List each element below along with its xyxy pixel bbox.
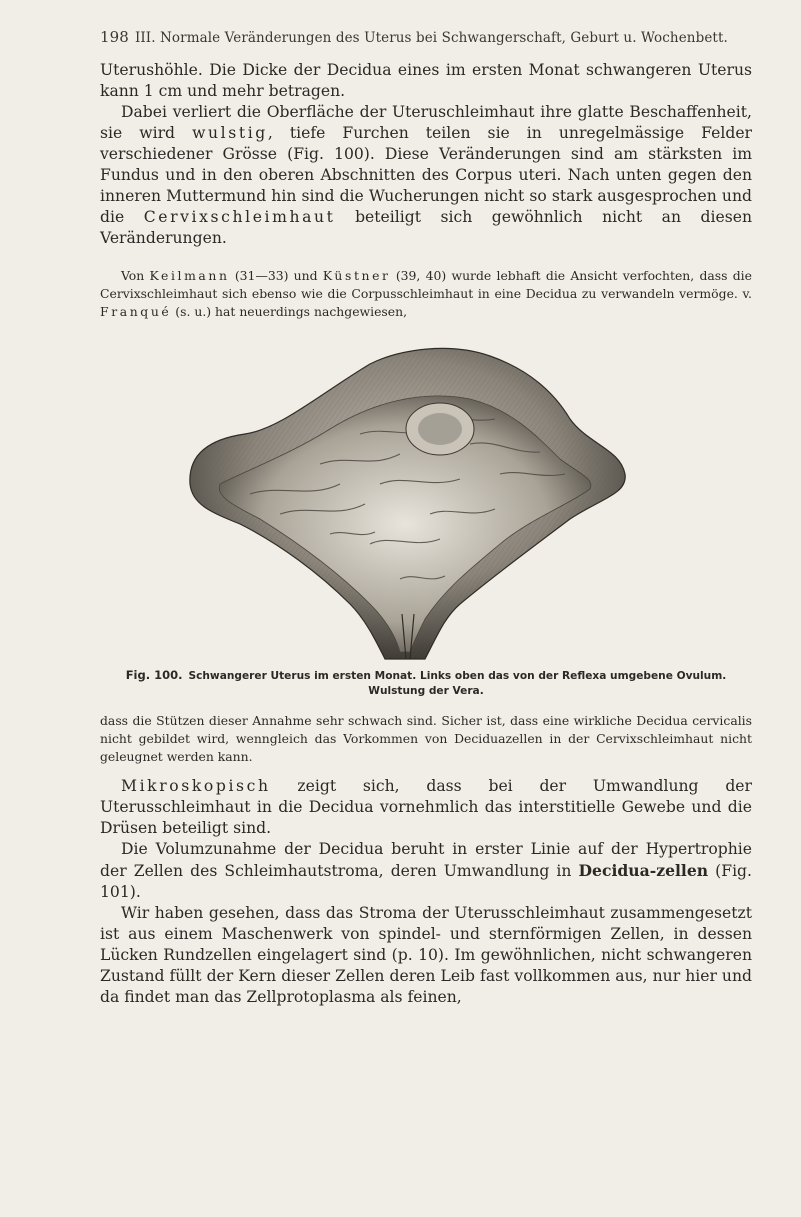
emph-wulstig: wulstig	[192, 124, 268, 142]
running-head-title: III. Normale Veränderungen des Uterus bei Schwangerschaft, Geburt u. Wochenbett.	[134, 30, 728, 46]
author-kuestner: Küstner	[322, 268, 391, 283]
emph-mikroskopisch: Mikroskopisch	[121, 777, 271, 795]
paragraph-4	[100, 839, 752, 903]
note-1-text	[100, 267, 752, 321]
emph-cervixschleimhaut: Cervixschleimhaut	[143, 208, 336, 226]
n1-g: (s. u.) hat neuerdings nachgewiesen,	[171, 304, 408, 319]
n1-a: Von	[121, 268, 150, 283]
uterus-illustration	[170, 334, 640, 664]
p4-a: Die Volumzunahme der Decidua beruht in erster Linie auf der Hypertrophie der Zellen des Schleimhautstroma, deren Umwandlung in	[100, 840, 752, 880]
p2-part-a: Dabei verliert die Oberfläche der Uteruschleimhaut ihre glatte Beschaffenheit, sie wird	[100, 103, 752, 142]
page-number: 198	[100, 28, 129, 46]
running-head	[100, 28, 750, 46]
figure-caption	[100, 668, 752, 699]
paragraph-1-text: Uterushöhle. Die Dicke der Decidua eines im ersten Monat schwangeren Uterus kann 1 cm und mehr betragen.	[100, 61, 752, 100]
figure-number: Fig. 100.	[125, 668, 183, 682]
p4-c: (Fig. 101).	[100, 862, 752, 901]
emph-deciduazellen: Decidua-zellen	[578, 861, 709, 880]
p2-part-e: beteiligt sich gewöhnlich nicht an diesen Veränderungen.	[100, 208, 752, 247]
note-paragraph-1	[100, 267, 752, 321]
paragraph-4-text	[100, 839, 752, 903]
p2-part-c: , tiefe Furchen teilen sie in unregelmässige Felder verschiedener Grösse (Fig. 100). Diese Veränderungen sind am stärksten im Fundus und in den oberen Abschnitten des Corpus uteri. Nach unten gegen den inneren Muttermund hin sind die Wucherungen nicht so stark ausgesprochen und die	[100, 124, 753, 226]
paragraph-3-text	[100, 776, 752, 839]
paragraph-2-text	[100, 102, 752, 249]
n1-c: (31—33) und	[229, 268, 323, 283]
p3-b: zeigt sich, dass bei der Umwandlung der Uterusschleimhaut in die Decidua vornehmlich das interstitielle Gewebe und die Drüsen beteiligt sind.	[100, 777, 752, 837]
paragraph-2	[100, 102, 752, 249]
paragraph-3	[100, 776, 752, 839]
author-franque: Franqué	[100, 304, 172, 319]
figure-caption-text: Schwangerer Uterus im ersten Monat. Links oben das von der Reflexa umgebene Ovulum. Wulstung der Vera.	[188, 670, 727, 697]
note-paragraph-2	[100, 712, 752, 766]
note-2-text: dass die Stützen dieser Annahme sehr schwach sind. Sicher ist, dass eine wirkliche Decidua cervicalis nicht gebildet wird, wenngleich das Vorkommen von Deciduazellen in der Cervixschleimhaut nicht geleugnet werden kann.	[100, 713, 752, 764]
paragraph-5	[100, 903, 752, 1008]
n1-e: (39, 40) wurde lebhaft die Ansicht verfochten, dass die Cervixschleimhaut sich ebenso wie die Corpusschleimhaut in eine Decidua zu verwandeln vermöge. v.	[100, 268, 752, 301]
author-keilmann: Keilmann	[149, 268, 230, 283]
paragraph-1	[100, 60, 752, 102]
paragraph-5-text: Wir haben gesehen, dass das Stroma der Uterusschleimhaut zusammengesetzt ist aus einem Maschenwerk von spindel- und sternförmigen Zellen, in dessen Lücken Rundzellen eingelagert sind (p. 10). Im gewöhnlichen, nicht schwangeren Zustand füllt der Kern dieser Zellen deren Leib fast vollkommen aus, nur hier und da findet man das Zellprotoplasma als feinen,	[100, 904, 752, 1006]
